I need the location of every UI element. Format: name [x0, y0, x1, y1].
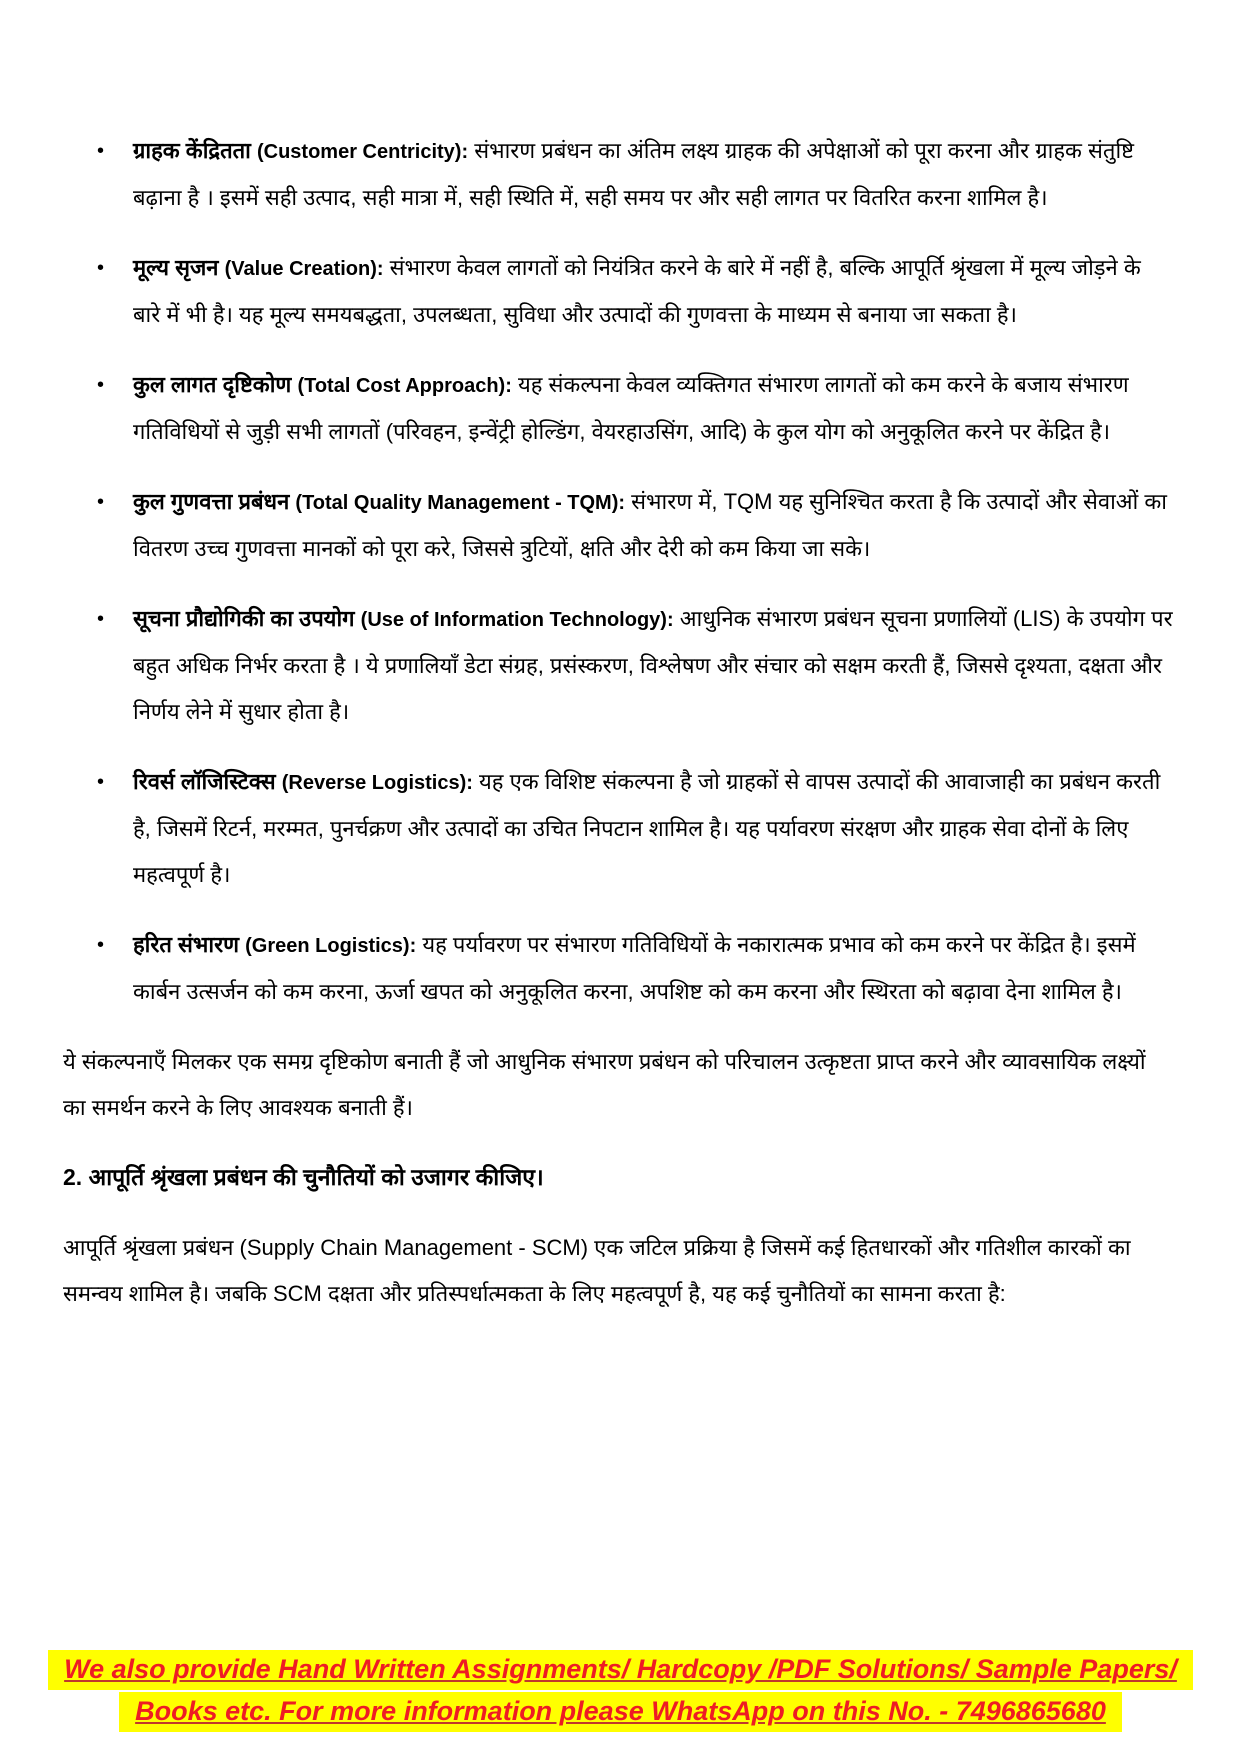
- concept-term-english: (Reverse Logistics):: [281, 772, 473, 794]
- list-item: [63, 362, 1173, 455]
- list-item: [63, 922, 1173, 1015]
- concept-term: ग्राहक केंद्रितता: [133, 138, 251, 163]
- promo-line-2: Books etc. For more information please WhatsApp on this No. - 7496865680: [119, 1692, 1122, 1732]
- bullet-icon: •: [97, 140, 105, 162]
- concept-item-text: [133, 596, 1173, 735]
- concept-term-english: (Green Logistics):: [245, 935, 417, 957]
- bullet-icon: •: [97, 491, 105, 513]
- concepts-list: [63, 128, 1173, 1015]
- concept-item-text: [133, 245, 1173, 338]
- concept-body: आधुनिक संभारण प्रबंधन सूचना प्रणालियों (LIS) के उपयोग पर बहुत अधिक निर्भर करता है । ये प्रणालियाँ डेटा संग्रह, प्रसंस्करण, विश्लेषण और संचार को सक्षम करती हैं, जिससे दृश्यता, दक्षता और निर्णय लेने में सुधार होता है।: [133, 606, 1173, 724]
- concept-body: यह पर्यावरण पर संभारण गतिविधियों के नकारात्मक प्रभाव को कम करने पर केंद्रित है। इसमें कार्बन उत्सर्जन को कम करना, ऊर्जा खपत को अनुकूलित करना, अपशिष्ट को कम करना और स्थिरता को बढ़ावा देना शामिल है।: [133, 932, 1136, 1004]
- concept-term-english: (Total Quality Management - TQM):: [295, 492, 626, 514]
- concept-term-english: (Total Cost Approach):: [297, 375, 512, 397]
- concept-item-text: [133, 362, 1173, 455]
- concept-term: मूल्य सृजन: [133, 255, 219, 280]
- concept-body: यह एक विशिष्ट संकल्पना है जो ग्राहकों से वापस उत्पादों की आवाजाही का प्रबंधन करती है, जिसमें रिटर्न, मरम्मत, पुनर्चक्रण और उत्पादों का उचित निपटान शामिल है। यह पर्यावरण संरक्षण और ग्राहक सेवा दोनों के लिए महत्वपूर्ण है।: [133, 769, 1161, 887]
- bullet-icon: •: [97, 771, 105, 793]
- concept-term-english: (Use of Information Technology):: [360, 609, 674, 631]
- concept-item-text: [133, 759, 1173, 898]
- concept-term: सूचना प्रौद्योगिकी का उपयोग: [133, 606, 355, 631]
- concept-body: संभारण में, TQM यह सुनिश्चित करता है कि उत्पादों और सेवाओं का वितरण उच्च गुणवत्ता मानकों को पूरा करे, जिससे त्रुटियों, क्षति और देरी को कम किया जा सके।: [133, 489, 1167, 561]
- concept-body: संभारण केवल लागतों को नियंत्रित करने के बारे में नहीं है, बल्कि आपूर्ति श्रृंखला में मूल्य जोड़ने के बारे में भी है। यह मूल्य समयबद्धता, उपलब्धता, सुविधा और उत्पादों की गुणवत्ता के माध्यम से बनाया जा सकता है।: [133, 255, 1141, 327]
- concept-item-text: [133, 128, 1173, 221]
- concept-item-text: [133, 479, 1173, 572]
- list-item: [63, 479, 1173, 572]
- bullet-icon: •: [97, 257, 105, 279]
- closing-paragraph: ये संकल्पनाएँ मिलकर एक समग्र दृष्टिकोण बनाती हैं जो आधुनिक संभारण प्रबंधन को परिचालन उत्कृष्टता प्राप्त करने और व्यावसायिक लक्ष्यों का समर्थन करने के लिए आवश्यक बनाती हैं।: [63, 1049, 1146, 1120]
- concept-term-english: (Customer Centricity):: [256, 141, 469, 163]
- bullet-icon: •: [97, 608, 105, 630]
- bullet-icon: •: [97, 374, 105, 396]
- concept-term: कुल लागत दृष्टिकोण: [133, 372, 292, 397]
- concept-body: संभारण प्रबंधन का अंतिम लक्ष्य ग्राहक की अपेक्षाओं को पूरा करना और ग्राहक संतुष्टि बढ़ाना है । इसमें सही उत्पाद, सही मात्रा में, सही स्थिति में, सही समय पर और सही लागत पर वितरित करना शामिल है।: [133, 138, 1135, 210]
- concept-term: कुल गुणवत्ता प्रबंधन: [133, 489, 290, 514]
- promo-line-1: We also provide Hand Written Assignments/ Hardcopy /PDF Solutions/ Sample Papers/: [48, 1650, 1193, 1690]
- list-item: [63, 759, 1173, 898]
- concept-item-text: [133, 922, 1173, 1015]
- concept-term: हरित संभारण: [133, 932, 239, 957]
- question-heading: 2. आपूर्ति श्रृंखला प्रबंधन की चुनौतियों को उजागर कीजिए।: [63, 1164, 544, 1190]
- concept-term-english: (Value Creation):: [224, 258, 384, 280]
- concept-term: रिवर्स लॉजिस्टिक्स: [133, 769, 276, 794]
- bullet-icon: •: [97, 934, 105, 956]
- promo-banner: [0, 1649, 1241, 1733]
- concept-body: यह संकल्पना केवल व्यक्तिगत संभारण लागतों को कम करने के बजाय संभारण गतिविधियों से जुड़ी सभी लागतों (परिवहन, इन्वेंट्री होल्डिंग, वेयरहाउसिंग, आदि) के कुल योग को अनुकूलित करने पर केंद्रित है।: [133, 372, 1129, 444]
- list-item: [63, 596, 1173, 735]
- list-item: [63, 245, 1173, 338]
- intro-paragraph: आपूर्ति श्रृंखला प्रबंधन (Supply Chain Management - SCM) एक जटिल प्रक्रिया है जिसमें कई हितधारकों और गतिशील कारकों का समन्वय शामिल है। जबकि SCM दक्षता और प्रतिस्पर्धात्मकता के लिए महत्वपूर्ण है, यह कई चुनौतियों का सामना करता है:: [63, 1235, 1131, 1306]
- list-item: [63, 128, 1173, 221]
